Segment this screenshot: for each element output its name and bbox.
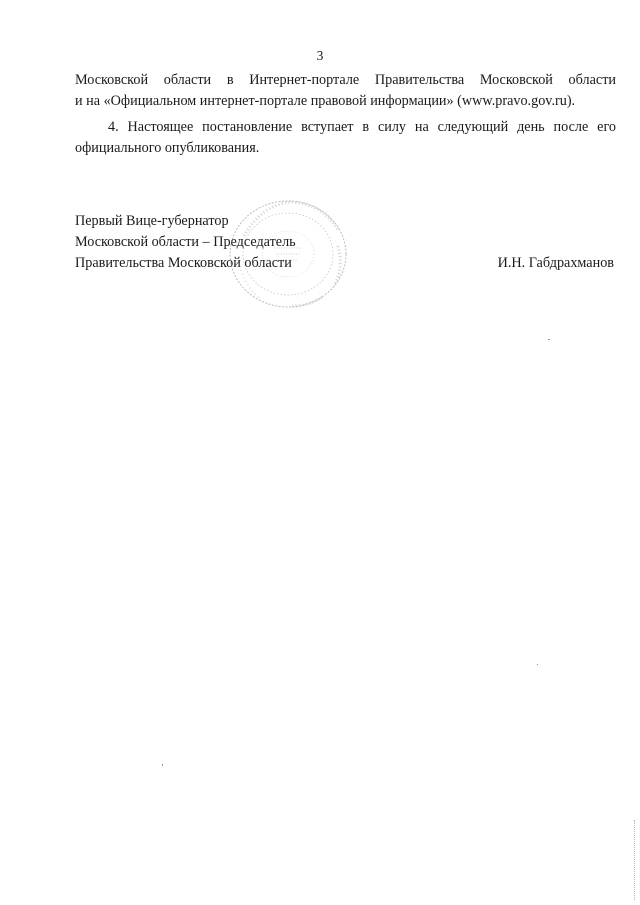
- page-number: 3: [316, 48, 324, 63]
- official-seal-icon: [222, 196, 352, 314]
- paragraph-line: Московской области в Интернет-портале Правительства Московской области: [75, 72, 616, 88]
- position-line: Правительства Московской области: [75, 255, 292, 271]
- scan-edge-marks: [634, 820, 637, 900]
- paragraph-line: и на «Официальном интернет-портале правовой информации» (www.pravo.gov.ru).: [75, 93, 576, 109]
- paragraph-line: [75, 117, 616, 138]
- paragraph-publication: [75, 70, 616, 112]
- paragraph-effective-date: [75, 117, 616, 159]
- paragraph-line: официального опубликования.: [75, 140, 260, 156]
- signatory-name: И.Н. Габдрахманов: [497, 255, 614, 271]
- position-line: Первый Вице-губернатор: [75, 213, 229, 229]
- position-line: Московской области – Председатель: [75, 234, 296, 250]
- scan-speck: [537, 664, 538, 665]
- paragraph-line-text: 4. Настоящее постановление вступает в силу на следующий день после его: [108, 119, 616, 135]
- scan-speck: [548, 339, 550, 340]
- scan-speck: [162, 764, 163, 766]
